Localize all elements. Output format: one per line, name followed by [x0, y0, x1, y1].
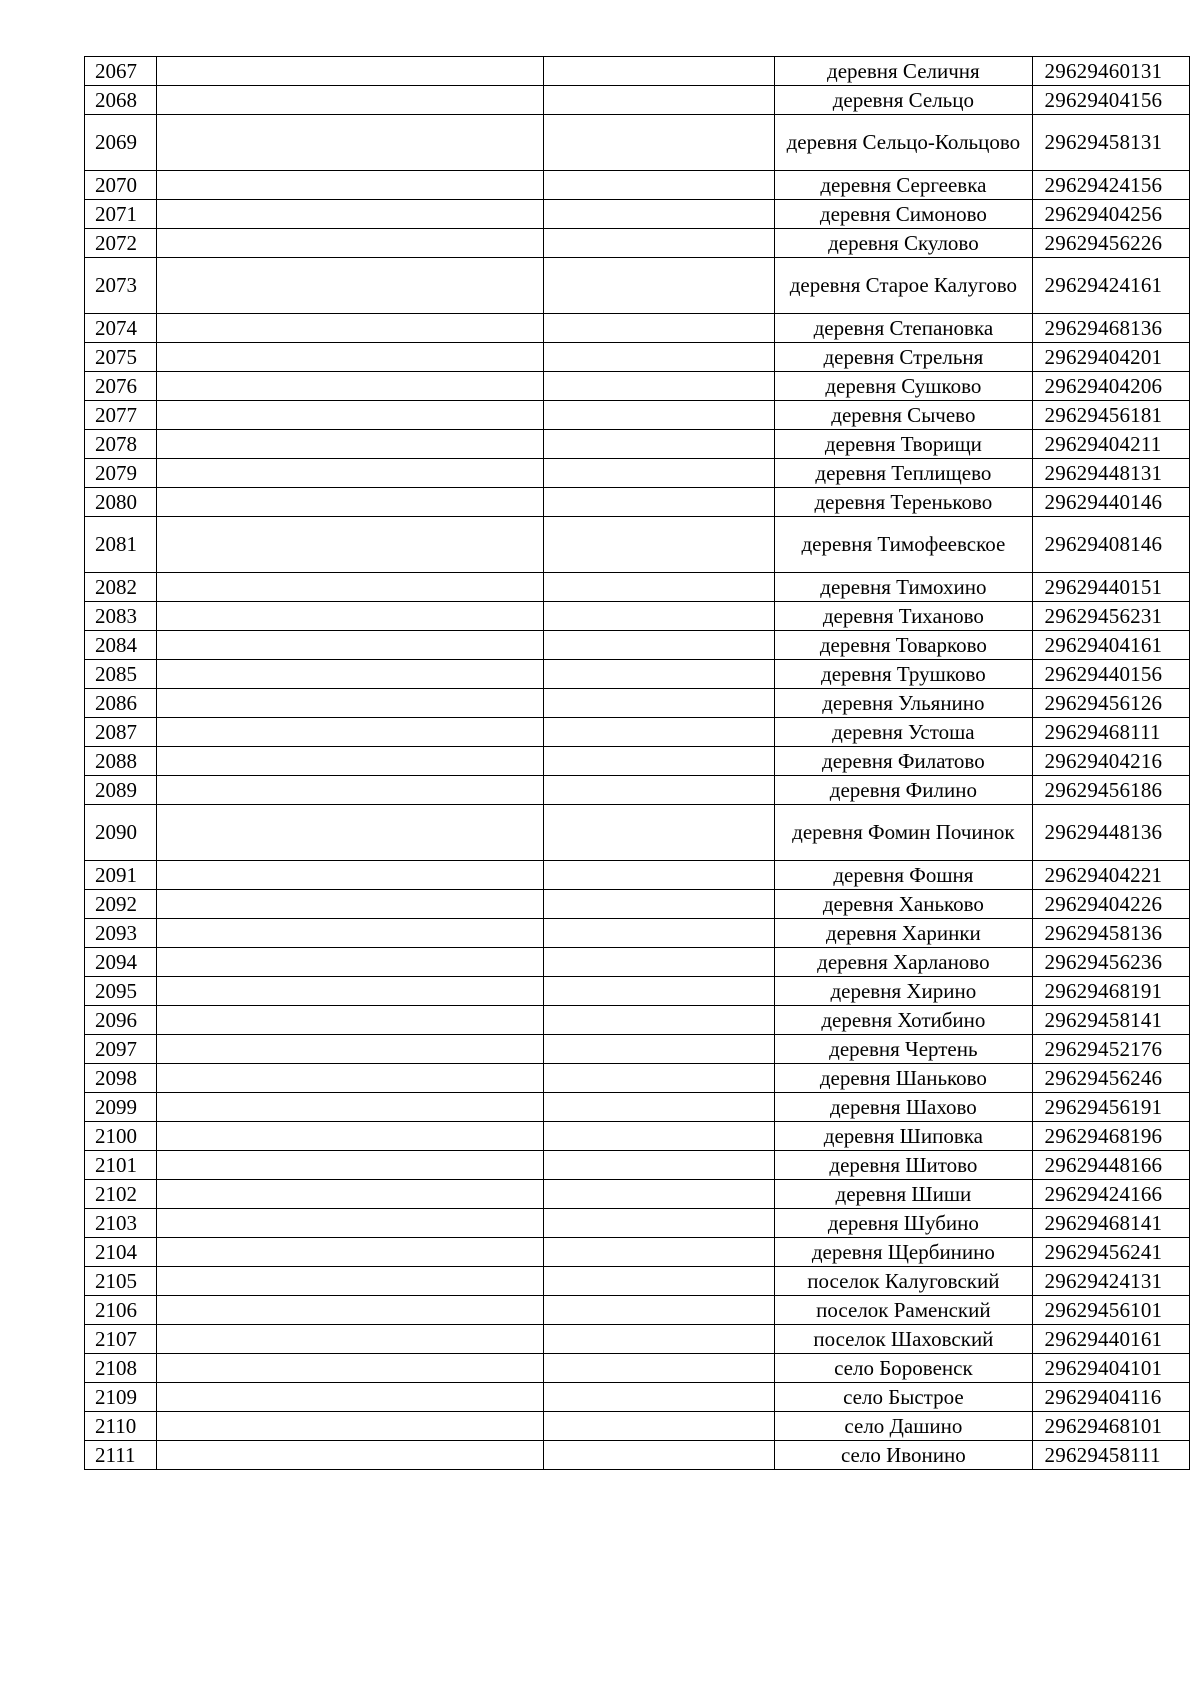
row-number-cell: 2098: [85, 1064, 157, 1093]
settlement-name-cell: деревня Шитово: [775, 1151, 1032, 1180]
table-row: [85, 488, 1190, 517]
row-number-cell: 2073: [85, 258, 157, 314]
oktmo-code-cell: 29629448131: [1032, 459, 1189, 488]
empty-cell-2: [544, 1383, 775, 1412]
table-row: [85, 1064, 1190, 1093]
empty-cell-2: [544, 171, 775, 200]
oktmo-code-cell: 29629424161: [1032, 258, 1189, 314]
table-row: [85, 1180, 1190, 1209]
empty-cell-2: [544, 1006, 775, 1035]
table-row: [85, 1412, 1190, 1441]
oktmo-code-cell: 29629404221: [1032, 861, 1189, 890]
table-row: [85, 948, 1190, 977]
row-number-cell: 2075: [85, 343, 157, 372]
empty-cell-2: [544, 229, 775, 258]
table-row: [85, 805, 1190, 861]
settlement-name-cell: деревня Трушково: [775, 660, 1032, 689]
settlement-name-cell: деревня Фошня: [775, 861, 1032, 890]
row-number-cell: 2088: [85, 747, 157, 776]
empty-cell-1: [156, 57, 544, 86]
empty-cell-1: [156, 1035, 544, 1064]
settlement-name-cell: деревня Селичня: [775, 57, 1032, 86]
oktmo-code-cell: 29629408146: [1032, 517, 1189, 573]
empty-cell-2: [544, 747, 775, 776]
table-row: [85, 1238, 1190, 1267]
oktmo-code-cell: 29629456126: [1032, 689, 1189, 718]
table-row: [85, 1209, 1190, 1238]
table-row: [85, 1325, 1190, 1354]
settlement-name-cell: деревня Стрельня: [775, 343, 1032, 372]
table-row: [85, 314, 1190, 343]
settlement-name-cell: поселок Шаховский: [775, 1325, 1032, 1354]
settlement-name-cell: село Быстрое: [775, 1383, 1032, 1412]
oktmo-code-cell: 29629404216: [1032, 747, 1189, 776]
settlement-name-cell: деревня Филино: [775, 776, 1032, 805]
oktmo-code-cell: 29629458136: [1032, 919, 1189, 948]
settlement-table: [84, 56, 1190, 1470]
empty-cell-2: [544, 200, 775, 229]
table-row: [85, 372, 1190, 401]
empty-cell-1: [156, 1383, 544, 1412]
table-row: [85, 747, 1190, 776]
empty-cell-2: [544, 488, 775, 517]
row-number-cell: 2068: [85, 86, 157, 115]
row-number-cell: 2110: [85, 1412, 157, 1441]
settlement-name-cell: деревня Шахово: [775, 1093, 1032, 1122]
settlement-name-cell: деревня Старое Калугово: [775, 258, 1032, 314]
table-body: [85, 57, 1190, 1470]
empty-cell-2: [544, 689, 775, 718]
empty-cell-1: [156, 977, 544, 1006]
table-row: [85, 517, 1190, 573]
settlement-name-cell: деревня Чертень: [775, 1035, 1032, 1064]
row-number-cell: 2095: [85, 977, 157, 1006]
table-row: [85, 776, 1190, 805]
empty-cell-2: [544, 660, 775, 689]
oktmo-code-cell: 29629460131: [1032, 57, 1189, 86]
empty-cell-1: [156, 1441, 544, 1470]
table-row: [85, 1122, 1190, 1151]
empty-cell-1: [156, 171, 544, 200]
empty-cell-2: [544, 977, 775, 1006]
empty-cell-2: [544, 1209, 775, 1238]
empty-cell-2: [544, 631, 775, 660]
empty-cell-2: [544, 314, 775, 343]
empty-cell-1: [156, 1412, 544, 1441]
table-row: [85, 1441, 1190, 1470]
settlement-name-cell: село Дашино: [775, 1412, 1032, 1441]
row-number-cell: 2084: [85, 631, 157, 660]
empty-cell-1: [156, 372, 544, 401]
empty-cell-2: [544, 1325, 775, 1354]
oktmo-code-cell: 29629440146: [1032, 488, 1189, 517]
empty-cell-2: [544, 861, 775, 890]
settlement-name-cell: деревня Шаньково: [775, 1064, 1032, 1093]
oktmo-code-cell: 29629456246: [1032, 1064, 1189, 1093]
empty-cell-2: [544, 430, 775, 459]
empty-cell-2: [544, 805, 775, 861]
empty-cell-2: [544, 372, 775, 401]
empty-cell-2: [544, 1093, 775, 1122]
row-number-cell: 2069: [85, 115, 157, 171]
table-row: [85, 86, 1190, 115]
settlement-name-cell: деревня Творищи: [775, 430, 1032, 459]
empty-cell-2: [544, 57, 775, 86]
empty-cell-1: [156, 1151, 544, 1180]
oktmo-code-cell: 29629456181: [1032, 401, 1189, 430]
empty-cell-1: [156, 343, 544, 372]
empty-cell-2: [544, 890, 775, 919]
table-row: [85, 573, 1190, 602]
oktmo-code-cell: 29629440161: [1032, 1325, 1189, 1354]
empty-cell-1: [156, 517, 544, 573]
settlement-name-cell: деревня Щербинино: [775, 1238, 1032, 1267]
oktmo-code-cell: 29629456241: [1032, 1238, 1189, 1267]
row-number-cell: 2091: [85, 861, 157, 890]
settlement-name-cell: деревня Сушково: [775, 372, 1032, 401]
row-number-cell: 2099: [85, 1093, 157, 1122]
oktmo-code-cell: 29629404226: [1032, 890, 1189, 919]
empty-cell-2: [544, 86, 775, 115]
settlement-name-cell: деревня Харинки: [775, 919, 1032, 948]
oktmo-code-cell: 29629458131: [1032, 115, 1189, 171]
empty-cell-2: [544, 1151, 775, 1180]
empty-cell-1: [156, 718, 544, 747]
empty-cell-2: [544, 1296, 775, 1325]
empty-cell-1: [156, 573, 544, 602]
row-number-cell: 2104: [85, 1238, 157, 1267]
row-number-cell: 2087: [85, 718, 157, 747]
empty-cell-1: [156, 1209, 544, 1238]
row-number-cell: 2100: [85, 1122, 157, 1151]
settlement-name-cell: поселок Калуговский: [775, 1267, 1032, 1296]
table-row: [85, 200, 1190, 229]
oktmo-code-cell: 29629468136: [1032, 314, 1189, 343]
empty-cell-2: [544, 258, 775, 314]
empty-cell-2: [544, 401, 775, 430]
row-number-cell: 2071: [85, 200, 157, 229]
table-row: [85, 1296, 1190, 1325]
empty-cell-2: [544, 1441, 775, 1470]
row-number-cell: 2107: [85, 1325, 157, 1354]
empty-cell-1: [156, 229, 544, 258]
row-number-cell: 2106: [85, 1296, 157, 1325]
table-row: [85, 343, 1190, 372]
empty-cell-1: [156, 459, 544, 488]
oktmo-code-cell: 29629456191: [1032, 1093, 1189, 1122]
empty-cell-1: [156, 890, 544, 919]
empty-cell-2: [544, 1412, 775, 1441]
empty-cell-2: [544, 1064, 775, 1093]
row-number-cell: 2109: [85, 1383, 157, 1412]
table-row: [85, 1006, 1190, 1035]
table-row: [85, 861, 1190, 890]
empty-cell-1: [156, 805, 544, 861]
table-row: [85, 631, 1190, 660]
empty-cell-1: [156, 86, 544, 115]
empty-cell-1: [156, 1325, 544, 1354]
settlement-name-cell: деревня Хотибино: [775, 1006, 1032, 1035]
oktmo-code-cell: 29629440151: [1032, 573, 1189, 602]
settlement-name-cell: деревня Тиханово: [775, 602, 1032, 631]
empty-cell-1: [156, 1296, 544, 1325]
settlement-name-cell: деревня Тимохино: [775, 573, 1032, 602]
table-row: [85, 459, 1190, 488]
row-number-cell: 2102: [85, 1180, 157, 1209]
settlement-name-cell: деревня Шиши: [775, 1180, 1032, 1209]
row-number-cell: 2082: [85, 573, 157, 602]
oktmo-code-cell: 29629458141: [1032, 1006, 1189, 1035]
oktmo-code-cell: 29629424131: [1032, 1267, 1189, 1296]
table-row: [85, 890, 1190, 919]
empty-cell-2: [544, 1238, 775, 1267]
settlement-name-cell: деревня Филатово: [775, 747, 1032, 776]
empty-cell-1: [156, 631, 544, 660]
row-number-cell: 2078: [85, 430, 157, 459]
settlement-name-cell: деревня Сельцо-Кольцово: [775, 115, 1032, 171]
empty-cell-1: [156, 861, 544, 890]
oktmo-code-cell: 29629456226: [1032, 229, 1189, 258]
row-number-cell: 2074: [85, 314, 157, 343]
empty-cell-2: [544, 776, 775, 805]
row-number-cell: 2089: [85, 776, 157, 805]
oktmo-code-cell: 29629468111: [1032, 718, 1189, 747]
empty-cell-2: [544, 602, 775, 631]
table-row: [85, 689, 1190, 718]
row-number-cell: 2092: [85, 890, 157, 919]
table-row: [85, 919, 1190, 948]
oktmo-code-cell: 29629448136: [1032, 805, 1189, 861]
settlement-name-cell: деревня Теплищево: [775, 459, 1032, 488]
row-number-cell: 2080: [85, 488, 157, 517]
oktmo-code-cell: 29629456186: [1032, 776, 1189, 805]
settlement-name-cell: деревня Сычево: [775, 401, 1032, 430]
empty-cell-1: [156, 776, 544, 805]
empty-cell-1: [156, 1180, 544, 1209]
row-number-cell: 2097: [85, 1035, 157, 1064]
empty-cell-2: [544, 1122, 775, 1151]
empty-cell-2: [544, 1267, 775, 1296]
oktmo-code-cell: 29629468191: [1032, 977, 1189, 1006]
empty-cell-1: [156, 1267, 544, 1296]
oktmo-code-cell: 29629440156: [1032, 660, 1189, 689]
settlement-name-cell: деревня Сельцо: [775, 86, 1032, 115]
row-number-cell: 2081: [85, 517, 157, 573]
settlement-name-cell: деревня Товарково: [775, 631, 1032, 660]
oktmo-code-cell: 29629458111: [1032, 1441, 1189, 1470]
empty-cell-2: [544, 1180, 775, 1209]
empty-cell-1: [156, 602, 544, 631]
oktmo-code-cell: 29629404161: [1032, 631, 1189, 660]
row-number-cell: 2070: [85, 171, 157, 200]
empty-cell-2: [544, 718, 775, 747]
settlement-name-cell: деревня Скулово: [775, 229, 1032, 258]
settlement-name-cell: поселок Раменский: [775, 1296, 1032, 1325]
table-row: [85, 602, 1190, 631]
oktmo-code-cell: 29629452176: [1032, 1035, 1189, 1064]
row-number-cell: 2076: [85, 372, 157, 401]
empty-cell-1: [156, 430, 544, 459]
oktmo-code-cell: 29629404201: [1032, 343, 1189, 372]
table-row: [85, 115, 1190, 171]
row-number-cell: 2105: [85, 1267, 157, 1296]
oktmo-code-cell: 29629456231: [1032, 602, 1189, 631]
settlement-name-cell: деревня Хирино: [775, 977, 1032, 1006]
settlement-name-cell: деревня Шиповка: [775, 1122, 1032, 1151]
table-row: [85, 977, 1190, 1006]
row-number-cell: 2077: [85, 401, 157, 430]
empty-cell-2: [544, 343, 775, 372]
table-row: [85, 1267, 1190, 1296]
row-number-cell: 2083: [85, 602, 157, 631]
row-number-cell: 2090: [85, 805, 157, 861]
settlement-name-cell: деревня Ханьково: [775, 890, 1032, 919]
empty-cell-1: [156, 1064, 544, 1093]
settlement-name-cell: деревня Степановка: [775, 314, 1032, 343]
oktmo-code-cell: 29629404156: [1032, 86, 1189, 115]
settlement-name-cell: деревня Ульянино: [775, 689, 1032, 718]
empty-cell-1: [156, 1354, 544, 1383]
empty-cell-1: [156, 258, 544, 314]
row-number-cell: 2096: [85, 1006, 157, 1035]
row-number-cell: 2093: [85, 919, 157, 948]
row-number-cell: 2111: [85, 1441, 157, 1470]
row-number-cell: 2086: [85, 689, 157, 718]
settlement-name-cell: деревня Харланово: [775, 948, 1032, 977]
row-number-cell: 2101: [85, 1151, 157, 1180]
oktmo-code-cell: 29629468196: [1032, 1122, 1189, 1151]
empty-cell-1: [156, 200, 544, 229]
oktmo-code-cell: 29629424166: [1032, 1180, 1189, 1209]
settlement-name-cell: деревня Симоново: [775, 200, 1032, 229]
table-row: [85, 660, 1190, 689]
table-row: [85, 718, 1190, 747]
empty-cell-1: [156, 1006, 544, 1035]
empty-cell-2: [544, 1035, 775, 1064]
oktmo-code-cell: 29629468141: [1032, 1209, 1189, 1238]
oktmo-code-cell: 29629404101: [1032, 1354, 1189, 1383]
empty-cell-1: [156, 1238, 544, 1267]
oktmo-code-cell: 29629448166: [1032, 1151, 1189, 1180]
empty-cell-1: [156, 488, 544, 517]
empty-cell-1: [156, 401, 544, 430]
empty-cell-1: [156, 1093, 544, 1122]
table-row: [85, 258, 1190, 314]
table-row: [85, 1354, 1190, 1383]
settlement-name-cell: село Ивонино: [775, 1441, 1032, 1470]
settlement-name-cell: деревня Шубино: [775, 1209, 1032, 1238]
empty-cell-1: [156, 115, 544, 171]
empty-cell-2: [544, 517, 775, 573]
oktmo-code-cell: 29629404211: [1032, 430, 1189, 459]
row-number-cell: 2094: [85, 948, 157, 977]
oktmo-code-cell: 29629468101: [1032, 1412, 1189, 1441]
table-row: [85, 171, 1190, 200]
empty-cell-2: [544, 573, 775, 602]
empty-cell-2: [544, 919, 775, 948]
settlement-name-cell: деревня Тереньково: [775, 488, 1032, 517]
oktmo-code-cell: 29629404116: [1032, 1383, 1189, 1412]
settlement-name-cell: деревня Тимофеевское: [775, 517, 1032, 573]
oktmo-code-cell: 29629456101: [1032, 1296, 1189, 1325]
settlement-name-cell: деревня Устоша: [775, 718, 1032, 747]
table-row: [85, 1093, 1190, 1122]
empty-cell-2: [544, 1354, 775, 1383]
settlement-name-cell: деревня Фомин Починок: [775, 805, 1032, 861]
empty-cell-2: [544, 948, 775, 977]
empty-cell-1: [156, 689, 544, 718]
row-number-cell: 2072: [85, 229, 157, 258]
oktmo-code-cell: 29629424156: [1032, 171, 1189, 200]
table-row: [85, 1035, 1190, 1064]
row-number-cell: 2067: [85, 57, 157, 86]
oktmo-code-cell: 29629404256: [1032, 200, 1189, 229]
oktmo-code-cell: 29629456236: [1032, 948, 1189, 977]
row-number-cell: 2103: [85, 1209, 157, 1238]
row-number-cell: 2079: [85, 459, 157, 488]
table-row: [85, 229, 1190, 258]
row-number-cell: 2085: [85, 660, 157, 689]
empty-cell-1: [156, 747, 544, 776]
empty-cell-1: [156, 1122, 544, 1151]
empty-cell-1: [156, 948, 544, 977]
table-row: [85, 401, 1190, 430]
table-row: [85, 1151, 1190, 1180]
empty-cell-2: [544, 459, 775, 488]
empty-cell-1: [156, 660, 544, 689]
table-row: [85, 1383, 1190, 1412]
empty-cell-2: [544, 115, 775, 171]
empty-cell-1: [156, 314, 544, 343]
table-row: [85, 430, 1190, 459]
row-number-cell: 2108: [85, 1354, 157, 1383]
settlement-name-cell: деревня Сергеевка: [775, 171, 1032, 200]
empty-cell-1: [156, 919, 544, 948]
settlement-name-cell: село Боровенск: [775, 1354, 1032, 1383]
table-row: [85, 57, 1190, 86]
oktmo-code-cell: 29629404206: [1032, 372, 1189, 401]
